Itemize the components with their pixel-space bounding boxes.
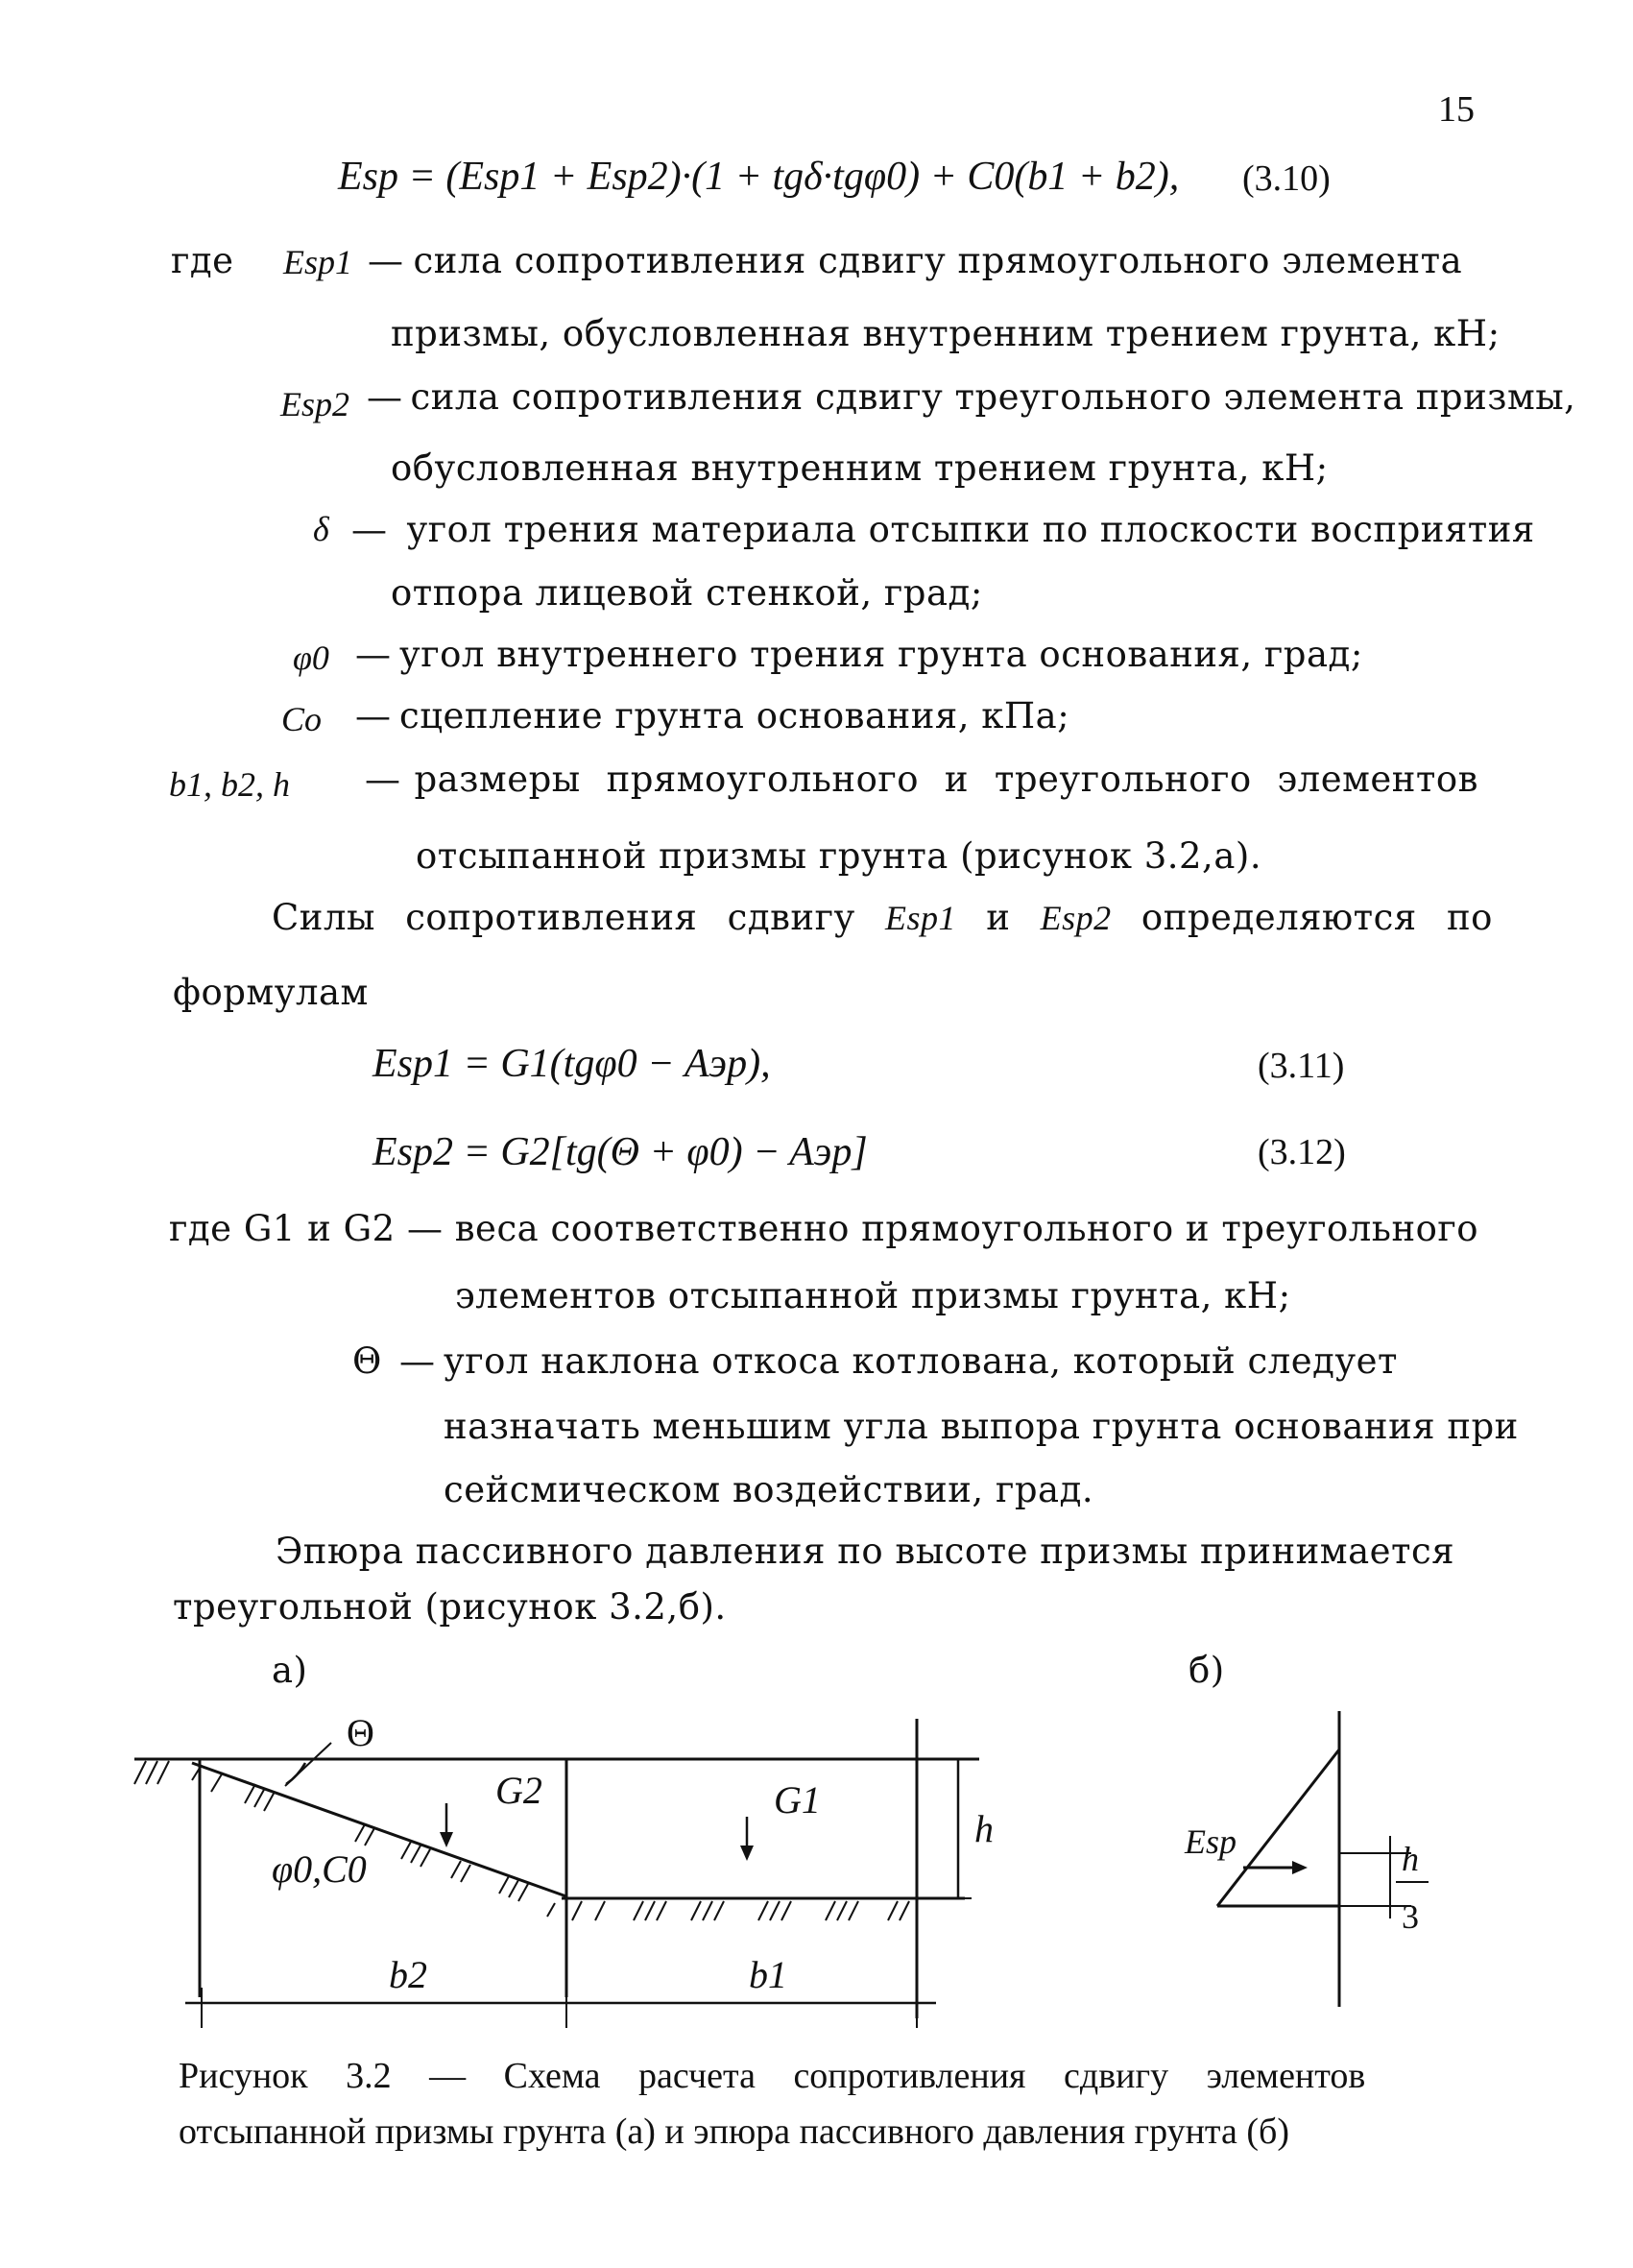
fig-h3-numerator: h bbox=[1402, 1840, 1419, 1878]
fig-g2-label: G2 bbox=[495, 1769, 542, 1812]
para2-line1: Эпюра пассивного давления по высоте призмы принимается bbox=[276, 1531, 1455, 1572]
fig-b1-label: b1 bbox=[749, 1953, 787, 1996]
def-g-cont: элементов отсыпанной призмы грунта, кН; bbox=[455, 1275, 1291, 1316]
equation-3-11-number: (3.11) bbox=[1258, 1046, 1345, 1086]
figure-label-b: б) bbox=[1189, 1650, 1225, 1691]
para1-symbol-esp2: Esp2 bbox=[1040, 899, 1112, 937]
def-dash-co: — bbox=[355, 695, 392, 736]
def-text: угол трения материала отсыпки по плоскости восприятия bbox=[406, 509, 1535, 550]
def-text-co: сцепление грунта основания, кПа; bbox=[399, 695, 1070, 736]
fig-h-label: h bbox=[974, 1807, 994, 1850]
para1-word: сдвигу bbox=[727, 897, 855, 938]
def-g-line: где G1 и G2 — веса соответственно прямоугольного и треугольного bbox=[169, 1208, 1479, 1249]
theta-arc bbox=[286, 1763, 305, 1784]
figure-caption-line2: отсыпанной призмы грунта (а) и эпюра пассивного давления грунта (б) bbox=[179, 2111, 1289, 2152]
page-number: 15 bbox=[1438, 89, 1475, 130]
para1-word: определяются bbox=[1141, 897, 1417, 938]
para1-word: сопротивления bbox=[405, 897, 698, 938]
para1-line2: формулам bbox=[173, 972, 369, 1013]
equation-3-10-number: (3.10) bbox=[1242, 158, 1331, 199]
def-symbol-esp2: Esp2 bbox=[280, 385, 349, 423]
def-cont-delta: отпора лицевой стенкой, град; bbox=[391, 572, 983, 614]
para1-symbol-esp1: Esp1 bbox=[885, 899, 956, 937]
para2-line2: треугольной (рисунок 3.2,б). bbox=[173, 1586, 727, 1628]
para1-word: Силы bbox=[272, 897, 375, 938]
def-cont-esp1: призмы, обусловленная внутренним трением грунта, кН; bbox=[391, 313, 1501, 354]
def-symbol-phi0: φ0 bbox=[293, 639, 329, 677]
def-text: сила сопротивления сдвигу треугольного элемента призмы, bbox=[410, 376, 1576, 418]
fig-theta-label: Θ bbox=[347, 1711, 374, 1754]
arrowhead-g2 bbox=[440, 1832, 453, 1847]
arrowhead-g1 bbox=[740, 1846, 754, 1861]
def-symbol-dims: b1, b2, h bbox=[169, 765, 290, 804]
def-dash: — bbox=[351, 509, 388, 550]
fig-b2-label: b2 bbox=[389, 1953, 427, 1996]
fig-g1-label: G1 bbox=[774, 1778, 821, 1822]
def-dash: — bbox=[367, 376, 403, 418]
def-symbol-esp1: Esp1 bbox=[283, 243, 352, 281]
def-theta-cont2: сейсмическом воздействии, град. bbox=[444, 1469, 1094, 1510]
arrowhead-esp bbox=[1292, 1861, 1308, 1874]
def-cont-esp2: обусловленная внутренним трением грунта, кН; bbox=[391, 447, 1329, 489]
figure-label-a: а) bbox=[272, 1650, 308, 1691]
fig-phi-c-label: φ0,C0 bbox=[272, 1847, 367, 1891]
equation-3-11: Esp1 = G1(tgφ0 − Aэр), bbox=[372, 1042, 771, 1086]
def-theta-dash: — bbox=[399, 1340, 436, 1382]
def-theta-text: угол наклона откоса котлована, который следует bbox=[444, 1340, 1399, 1382]
def-dash-phi0: — bbox=[355, 634, 392, 675]
equation-3-12: Esp2 = G2[tg(Θ + φ0) − Aэр] bbox=[372, 1130, 868, 1174]
def-theta-symbol: Θ bbox=[352, 1340, 382, 1382]
equation-3-12-number: (3.12) bbox=[1258, 1132, 1346, 1172]
def-text-phi0: угол внутреннего трения грунта основания, град; bbox=[399, 634, 1363, 675]
figure-caption-line1: Рисунок 3.2 — Схема расчета сопротивления сдвигу элементов bbox=[179, 2056, 1366, 2096]
fig-h3-denominator: 3 bbox=[1402, 1897, 1419, 1936]
def-cont-dims: отсыпанной призмы грунта (рисунок 3.2,а). bbox=[416, 835, 1262, 877]
def-dash: — bbox=[365, 759, 401, 800]
def-dash: — bbox=[368, 240, 404, 281]
para1-word: и bbox=[986, 897, 1011, 938]
where-label: где bbox=[171, 240, 234, 281]
def-theta-cont1: назначать меньшим угла выпора грунта основания при bbox=[444, 1406, 1519, 1447]
para1-word: по bbox=[1446, 897, 1493, 938]
def-symbol-delta: δ bbox=[313, 510, 329, 548]
def-text: сила сопротивления сдвигу прямоугольного элемента bbox=[413, 240, 1463, 281]
theta-leader bbox=[285, 1743, 331, 1786]
fig-esp-label: Esp bbox=[1185, 1822, 1237, 1861]
def-text: размеры прямоугольного и треугольного элементов bbox=[414, 759, 1478, 800]
equation-3-10: Esp = (Esp1 + Esp2)·(1 + tgδ·tgφ0) + C0(b1 + b2), bbox=[338, 155, 1180, 199]
def-symbol-co: Co bbox=[281, 700, 323, 738]
